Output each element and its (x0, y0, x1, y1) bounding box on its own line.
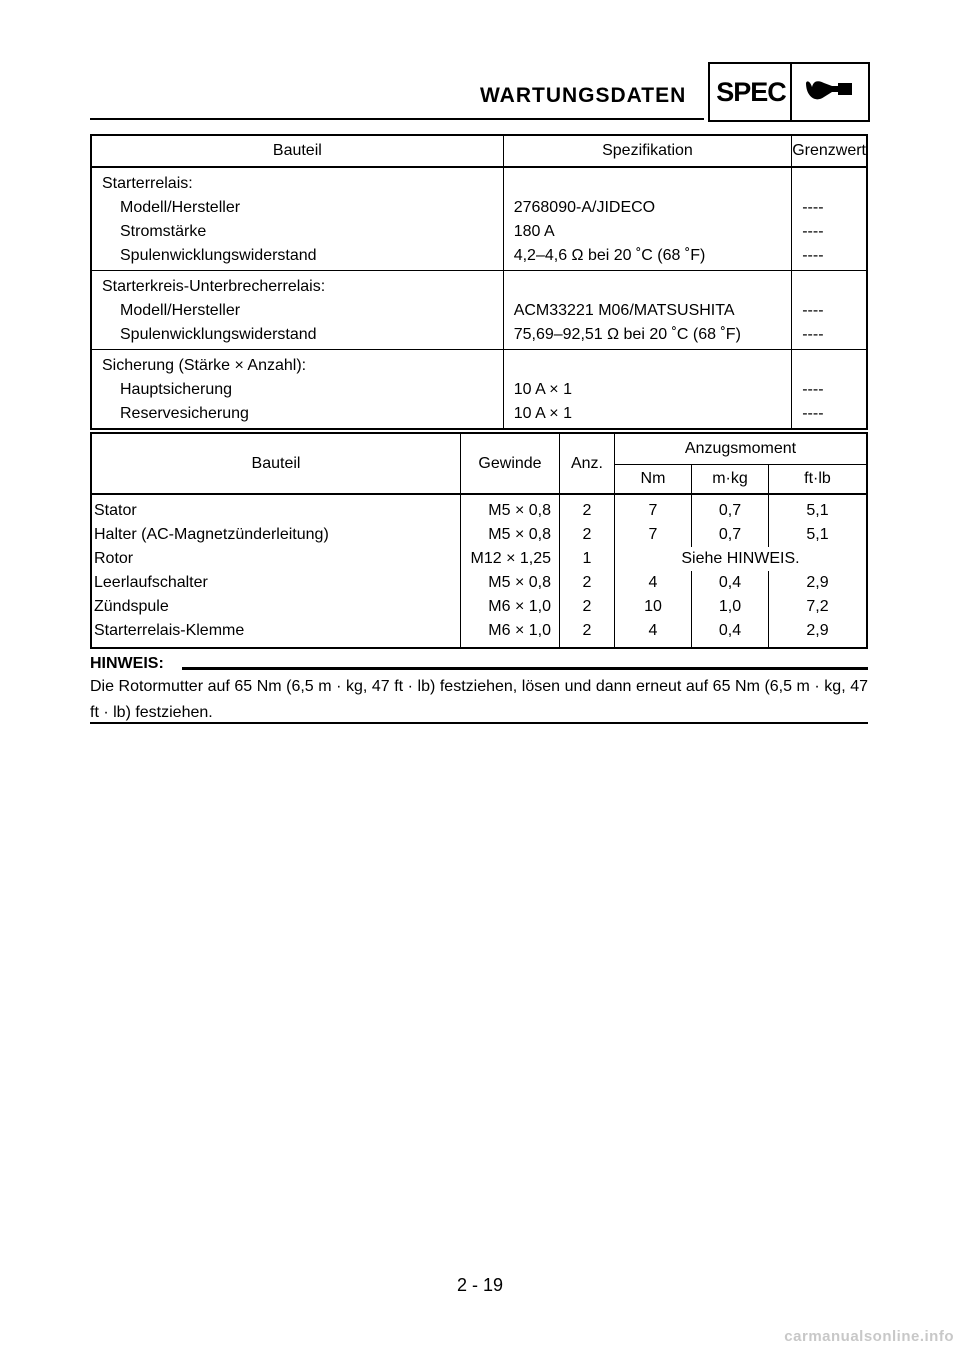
col-anzahl: Anz. (560, 433, 615, 494)
row-label: Stromstärke (91, 220, 503, 244)
spec-badge: SPEC (708, 62, 792, 122)
table-row (91, 494, 867, 523)
row-limit: ---- (802, 381, 824, 398)
note-text: Die Rotormutter auf 65 Nm (6,5 m · kg, 47 ft · lb) festziehen, lösen und dann erneut auf 65 Nm (6,5 m · kg, 47 ft · lb) festziehen. (90, 678, 868, 721)
note-label: HINWEIS: (90, 655, 164, 672)
row-label: Spulenwicklungswiderstand (91, 244, 503, 271)
row-label: Spulenwicklungswiderstand (91, 323, 503, 350)
note-rule-bottom (90, 722, 868, 724)
col-bauteil: Bauteil (91, 433, 461, 494)
torque-nm: 7 (615, 523, 692, 547)
thread: M6 × 1,0 (461, 595, 560, 619)
col-ftlb: ft·lb (769, 465, 868, 495)
header-rule (90, 118, 704, 120)
col-grenzwert: Grenzwert (792, 135, 867, 167)
quantity: 2 (560, 571, 615, 595)
part-name: Zündspule (91, 595, 461, 619)
table-row (91, 378, 867, 402)
torque-ftlb: 5,1 (806, 502, 829, 519)
row-limit: ---- (802, 326, 824, 343)
part-name: Starterrelais-Klemme (91, 619, 461, 648)
page-number: 2 - 19 (456, 1275, 504, 1295)
spec-table-header (91, 135, 867, 167)
header-title: WARTUNGSDATEN (480, 84, 687, 107)
col-nm: Nm (615, 465, 692, 495)
wrench-icon (802, 77, 858, 107)
group-title: Starterkreis-Unterbrecherrelais: (91, 271, 503, 300)
row-spec: 75,69–92,51 Ω bei 20 ˚C (68 ˚F) (503, 323, 792, 350)
row-spec: 10 A × 1 (503, 378, 792, 402)
row-limit: ---- (802, 302, 824, 319)
torque-nm: 4 (615, 619, 692, 648)
electrical-spec-table (90, 134, 868, 430)
group-title-row (91, 350, 867, 379)
thread: M5 × 0,8 (461, 523, 560, 547)
torque-mkg: 0,7 (692, 523, 769, 547)
part-name: Stator (91, 494, 461, 523)
table-row (91, 571, 867, 595)
thread: M12 × 1,25 (461, 547, 560, 571)
table-row (91, 244, 867, 271)
col-mkg: m·kg (692, 465, 769, 495)
torque-mkg: 1,0 (692, 595, 769, 619)
part-name: Leerlaufschalter (91, 571, 461, 595)
row-spec: 180 A (503, 220, 792, 244)
torque-mkg: 0,7 (692, 494, 769, 523)
col-gewinde: Gewinde (461, 433, 560, 494)
row-spec: 2768090-A/JIDECO (503, 196, 792, 220)
watermark: carmanualsonline.info (784, 1328, 954, 1345)
quantity: 2 (560, 619, 615, 648)
row-spec: ACM33221 M06/MATSUSHITA (503, 299, 792, 323)
part-name: Halter (AC-Magnetzünderleitung) (91, 523, 461, 547)
row-label: Modell/Hersteller (91, 299, 503, 323)
table-row (91, 547, 867, 571)
torque-ftlb: 2,9 (806, 622, 829, 639)
table-row (91, 402, 867, 429)
torque-nm: 7 (615, 494, 692, 523)
torque-note: Siehe HINWEIS. (681, 550, 800, 567)
quantity: 1 (560, 547, 615, 571)
group-title: Sicherung (Stärke × Anzahl): (91, 350, 503, 379)
group-title-row (91, 167, 867, 196)
row-label: Hauptsicherung (91, 378, 503, 402)
table-row (91, 323, 867, 350)
col-anzugsmoment: Anzugsmoment (615, 433, 868, 465)
torque-nm: 4 (615, 571, 692, 595)
row-spec: 4,2–4,6 Ω bei 20 ˚C (68 ˚F) (503, 244, 792, 271)
torque-ftlb: 2,9 (806, 574, 829, 591)
col-bauteil: Bauteil (91, 135, 503, 167)
thread: M5 × 0,8 (461, 494, 560, 523)
table-row (91, 299, 867, 323)
thread: M6 × 1,0 (461, 619, 560, 648)
quantity: 2 (560, 523, 615, 547)
torque-table (90, 432, 868, 649)
row-label: Reservesicherung (91, 402, 503, 429)
col-spezifikation: Spezifikation (503, 135, 792, 167)
torque-header-row (91, 433, 867, 465)
table-row (91, 523, 867, 547)
row-limit: ---- (802, 223, 824, 240)
row-label: Modell/Hersteller (91, 196, 503, 220)
table-row (91, 619, 867, 648)
torque-ftlb: 5,1 (806, 526, 829, 543)
note-rule-top (182, 667, 868, 670)
icon-box (790, 62, 870, 122)
thread: M5 × 0,8 (461, 571, 560, 595)
group-title: Starterrelais: (91, 167, 503, 196)
table-row (91, 595, 867, 619)
group-title-row (91, 271, 867, 300)
row-limit: ---- (802, 405, 824, 422)
torque-ftlb: 7,2 (806, 598, 829, 615)
part-name: Rotor (91, 547, 461, 571)
row-limit: ---- (802, 247, 824, 264)
row-limit: ---- (802, 199, 824, 216)
torque-mkg: 0,4 (692, 571, 769, 595)
row-spec: 10 A × 1 (503, 402, 792, 429)
table-row (91, 196, 867, 220)
quantity: 2 (560, 494, 615, 523)
table-row (91, 220, 867, 244)
torque-mkg: 0,4 (692, 619, 769, 648)
torque-nm: 10 (615, 595, 692, 619)
quantity: 2 (560, 595, 615, 619)
